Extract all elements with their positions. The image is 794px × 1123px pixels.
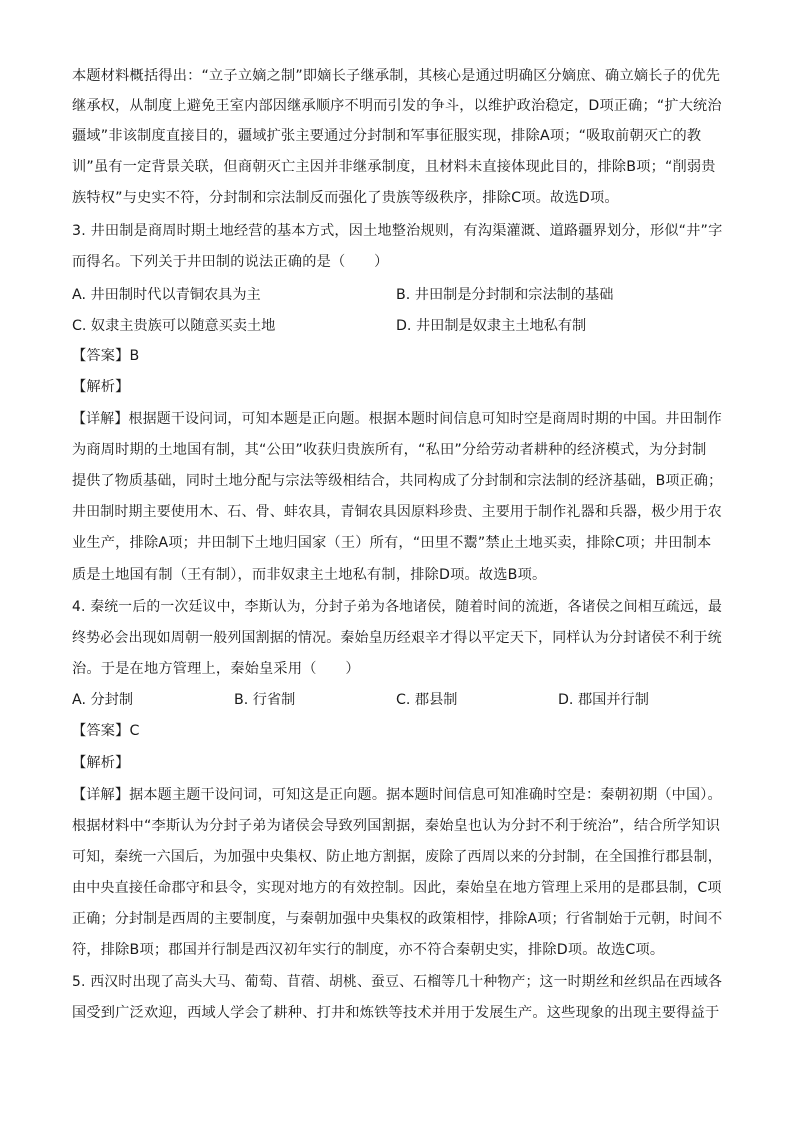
q3-option-a: A. 井田制时代以青铜农具为主	[72, 287, 261, 303]
q4-detail-line: 根据材料中“李斯认为分封子弟为诸侯会导致列国割据，秦始皇也认为分封不利于统治”，结合所学知识	[72, 818, 721, 834]
q4-option-b: B. 行省制	[234, 692, 296, 708]
q3-option-b: B. 井田制是分封制和宗法制的基础	[396, 287, 614, 303]
q3-detail-line: 为商周时期的土地国有制，其“公田”收获归贵族所有，“私田”分给劳动者耕种的经济模式，为分封制	[72, 442, 707, 458]
q3-option-d: D. 井田制是奴隶主土地私有制	[396, 318, 587, 334]
q4-option-d: D. 郡国并行制	[558, 692, 649, 708]
q3-detail-line: 井田制时期主要使用木、石、骨、蚌农具，青铜农具因原料珍贵、主要用于制作礼器和兵器，极少用于农	[72, 504, 722, 520]
q4-stem-line: 4. 秦统一后的一次廷议中，李斯认为，分封子弟为各地诸侯，随着时间的流逝，各诸侯之间相互疏远，最	[72, 599, 723, 615]
q4-detail-line: 符，排除B项；郡国并行制是西汉初年实行的制度，亦不符合秦朝史实，排除D项。故选C项。	[72, 942, 665, 958]
q2-explanation-line: 继承权，从制度上避免王室内部因继承顺序不明而引发的争斗，以维护政治稳定，D项正确；“扩大统治	[72, 98, 722, 114]
q3-detail-line: 【详解】根据题干设问词，可知本题是正向题。根据本题时间信息可知时空是商周时期的中国。井田制作	[72, 411, 722, 427]
q2-explanation-line: 训”虽有一定背景关联，但商朝灭亡主因并非继承制度，且材料未直接体现此目的，排除B项；“削弱贵	[72, 159, 716, 175]
q4-answer: 【答案】C	[72, 723, 140, 739]
q3-detail-line: 质是土地国有制（王有制），而非奴隶主土地私有制，排除D项。故选B项。	[72, 567, 547, 583]
q3-detail-line: 业生产，排除A项；井田制下土地归国家（王）所有，“田里不鬻”禁止土地买卖，排除C项；井田制本	[72, 535, 712, 551]
q2-explanation-line: 族特权”与史实不符，分封制和宗法制反而强化了贵族等级秩序，排除C项。故选D项。	[72, 190, 619, 206]
q3-stem-line: 3. 井田制是商周时期土地经营的基本方式，因土地整治规则，有沟渠灌溉、道路疆界划分，形似“井”字	[72, 223, 723, 239]
q3-stem-line: 而得名。下列关于井田制的说法正确的是（ ）	[72, 254, 389, 270]
q2-explanation-line: 本题材料概括得出：“立子立嫡之制”即嫡长子继承制，其核心是通过明确区分嫡庶、确立嫡长子的优先	[72, 68, 721, 84]
q4-detail-line: 由中央直接任命郡守和县令，实现对地方的有效控制。因此，秦始皇在地方管理上采用的是郡县制，C项	[72, 880, 722, 896]
q4-detail-line: 可知，秦统一六国后，为加强中央集权、防止地方割据，废除了西周以来的分封制，在全国推行郡县制，	[72, 849, 722, 865]
q4-stem-line: 终势必会出现如周朝一般列国割据的情况。秦始皇历经艰辛才得以平定天下，同样认为分封诸侯不利于统	[72, 630, 722, 646]
q5-stem-line: 国受到广泛欢迎，西域人学会了耕种、打井和炼铁等技术并用于发展生产。这些现象的出现主要得益于	[72, 1005, 720, 1021]
q3-analysis-heading: 【解析】	[72, 379, 130, 395]
q3-detail-line: 提供了物质基础，同时土地分配与宗法等级相结合，共同构成了分封制和宗法制的经济基础，B项正确；	[72, 473, 723, 489]
q2-explanation-line: 疆域”非该制度直接目的，疆域扩张主要通过分封制和军事征服实现，排除A项；“吸取前朝灭亡的教	[72, 128, 702, 144]
q4-option-c: C. 郡县制	[396, 692, 458, 708]
q5-stem-line: 5. 西汉时出现了高头大马、葡萄、苜蓿、胡桃、蚕豆、石榴等几十种物产；这一时期丝和丝织品在西域各	[72, 974, 723, 990]
q4-analysis-heading: 【解析】	[72, 755, 130, 771]
q4-detail-line: 【详解】据本题主题干设问词，可知这是正向题。据本题时间信息可知准确时空是：秦朝初期（中国）。	[72, 787, 722, 803]
q3-option-c: C. 奴隶主贵族可以随意买卖土地	[72, 318, 276, 334]
q4-stem-line: 治。于是在地方管理上，秦始皇采用（ ）	[72, 661, 360, 677]
q4-option-a: A. 分封制	[72, 692, 134, 708]
q3-answer: 【答案】B	[72, 348, 140, 364]
q4-detail-line: 正确；分封制是西周的主要制度，与秦朝加强中央集权的政策相悖，排除A项；行省制始于元朝，时间不	[72, 911, 723, 927]
